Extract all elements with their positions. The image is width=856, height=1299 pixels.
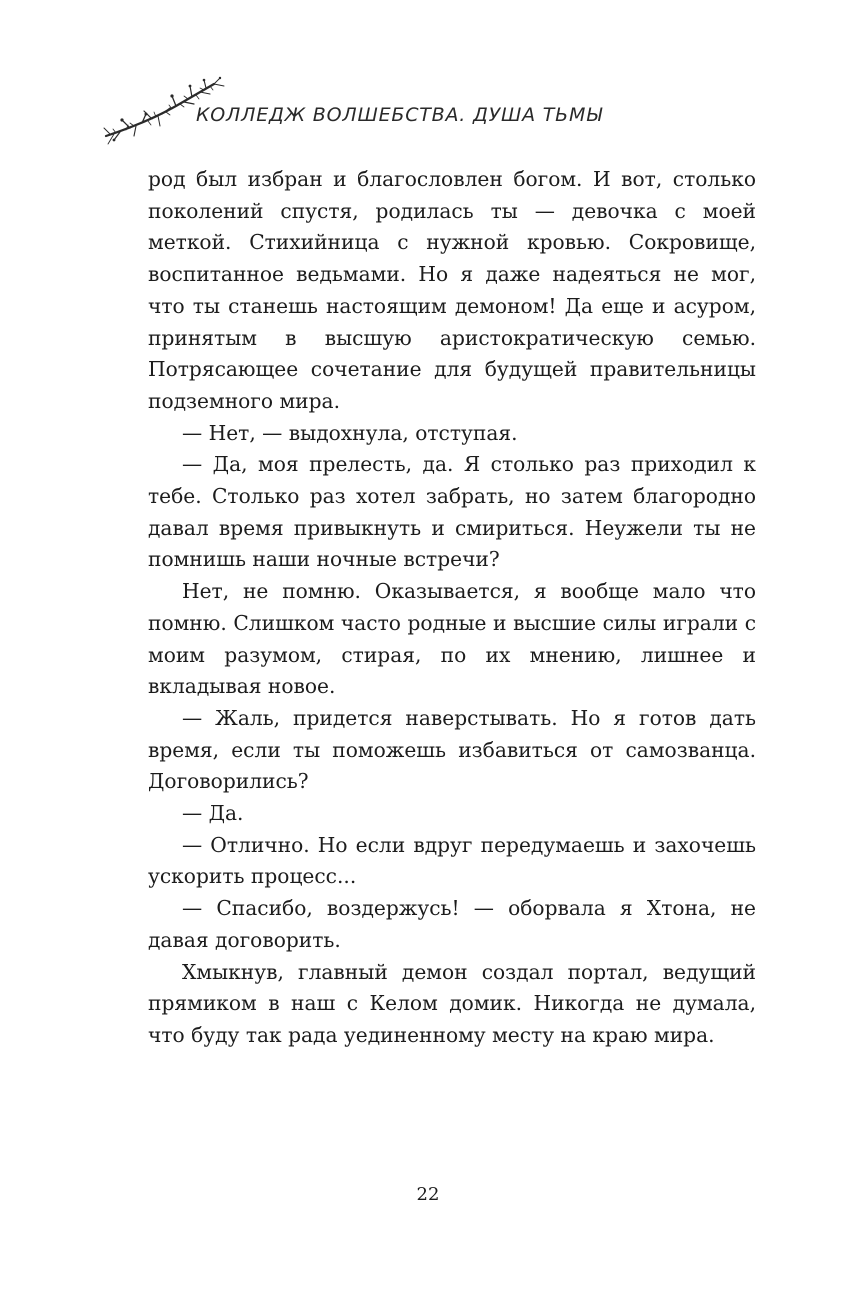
paragraph: — Да, моя прелесть, да. Я столько раз приходил к тебе. Столько раз хотел забрать, но затем благородно давал время привыкнуть и смириться. Неужели ты не помнишь наши ночные встречи? [148,452,756,572]
paragraph: Хмыкнув, главный демон создал портал, ведущий прямиком в наш с Келом домик. Никогда не думала, что буду так рада уединенному месту на краю мира. [148,959,756,1047]
page-number: 22 [416,1184,440,1205]
paragraph: — Нет, — выдохнула, отступая. [182,420,518,445]
paragraph: Нет, не помню. Оказывается, я вообще мало что помню. Слишком часто родные и высшие силы играли с моим разумом, стирая, по их мнению, лишнее и вкладывая новое. [148,579,756,699]
paragraph: род был избран и благословлен богом. И вот, столько поколений спустя, родилась ты — девочка с моей меткой. Стихийница с нужной кровью. Сокровище, воспитанное ведьмами. Но я даже надеяться не мог, что ты станешь настоящим демоном! Да еще и асуром, принятым в высшую аристократическую семью. Потрясающее сочетание для будущей правительницы подземного мира. [148,167,756,413]
running-header [100,74,620,154]
body-text [148,164,756,1052]
paragraph: — Жаль, придется наверстывать. Но я готов дать время, если ты поможешь избавиться от самозванца. Договорились? [148,705,756,794]
running-title: КОЛЛЕДЖ ВОЛШЕБСТВА. ДУША ТЬМЫ [196,104,603,126]
paragraph: — Спасибо, воздержусь! — оборвала я Хтона, не давая договорить. [148,896,756,952]
paragraph: — Отлично. Но если вдруг передумаешь и захочешь ускорить процесс... [148,832,756,889]
paragraph: — Да. [182,801,244,826]
